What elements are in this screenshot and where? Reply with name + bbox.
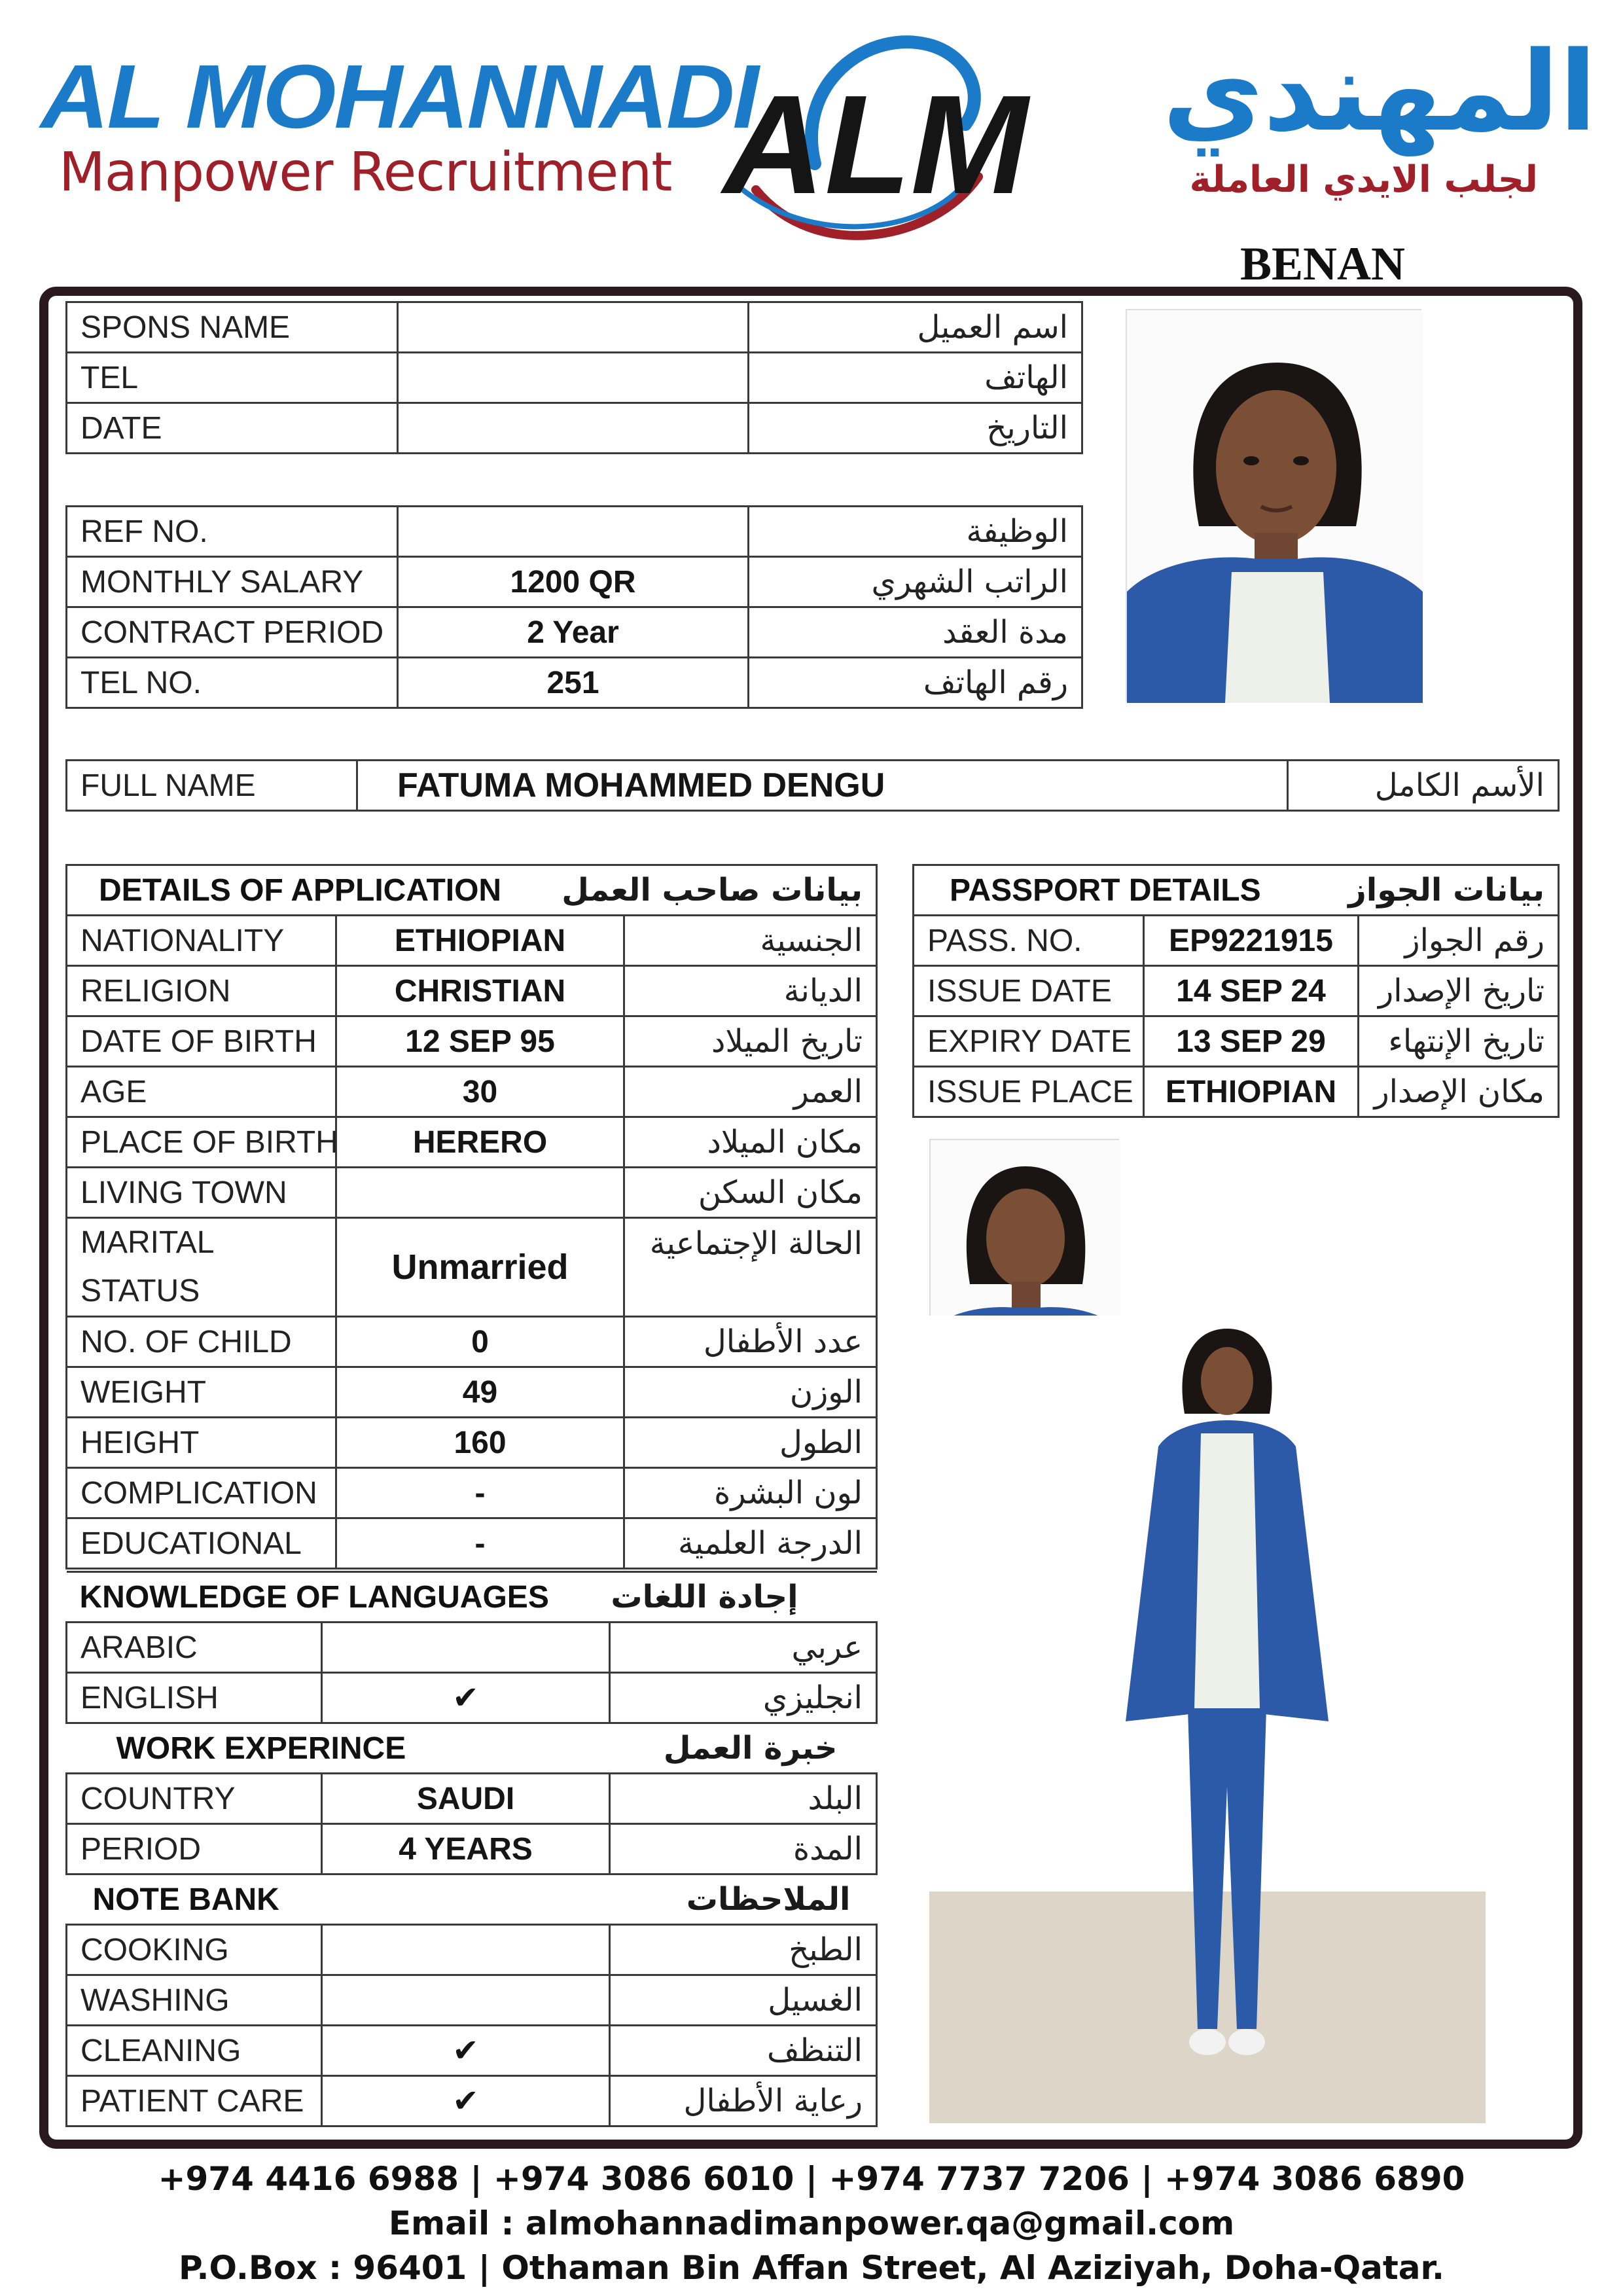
field-label-ar: الهاتف [749,353,1082,403]
arabic-check[interactable] [322,1623,610,1673]
field-label-ar: التنظف [610,2026,877,2076]
children-value: 0 [336,1317,624,1367]
field-label-ar: العمر [624,1067,877,1117]
nationality-value: ETHIOPIAN [336,916,624,966]
section-title-ar: خبرة العمل [610,1723,877,1774]
field-label: COUNTRY [67,1774,322,1824]
logo-text: ALM [723,65,1028,223]
field-label-ar: الوزن [624,1367,877,1418]
field-label-ar: الغسيل [610,1975,877,2026]
table-row [67,1673,877,1723]
marital-label-line1: MARITAL [80,1225,215,1260]
contract-period-value: 2 Year [398,607,749,658]
section-title: NOTE BANK [67,1874,610,1925]
sponsor-table [65,301,1083,454]
brand-english [41,46,757,204]
field-label: ISSUE PLACE [914,1067,1144,1117]
section-title-ar: بيانات الجواز [1359,865,1559,916]
application-table [65,864,878,1570]
religion-value: CHRISTIAN [336,966,624,1016]
table-row [67,2026,877,2076]
expiry-date-value: 13 SEP 29 [1144,1016,1359,1067]
age-value: 30 [336,1067,624,1117]
height-value: 160 [336,1418,624,1468]
table-row [67,302,1082,353]
field-label-ar: الديانة [624,966,877,1016]
contract-table [65,505,1083,709]
field-label: EDUCATIONAL [67,1518,336,1569]
company-name-en: AL MOHANNADI [41,46,757,147]
field-label: DATE OF BIRTH [67,1016,336,1067]
field-label: PERIOD [67,1824,322,1874]
brand-arabic [1060,26,1597,203]
alm-logo [717,26,1057,249]
field-label-ar: الجنسية [624,916,877,966]
field-label: PLACE OF BIRTH [67,1117,336,1168]
table-row [914,966,1559,1016]
field-label-ar: عربي [610,1623,877,1673]
section-title: WORK EXPERINCE [67,1723,610,1774]
sponsor-tel-field[interactable] [398,353,749,403]
table-row [67,1723,877,1774]
field-label: LIVING TOWN [67,1168,336,1218]
field-label: NO. OF CHILD [67,1317,336,1367]
section-title-ar: الملاحظات [610,1874,877,1925]
marital-label-ar: الحالة الإجتماعية [624,1218,877,1317]
field-label: COOKING [67,1925,322,1975]
table-row [67,1572,877,1623]
issue-place-value: ETHIOPIAN [1144,1067,1359,1117]
table-row [67,865,877,916]
full-name-table [65,759,1560,812]
marital-status-value: Unmarried [336,1218,624,1317]
skills-table [65,1571,878,2127]
portrait-photo [1126,309,1421,702]
field-label: CLEANING [67,2026,322,2076]
footer-address: P.O.Box : 96401 | Othaman Bin Affan Street, Al Aziziyah, Doha-Qatar. [179,2249,1444,2287]
table-row [914,1067,1559,1117]
field-label-ar: عدد الأطفال [624,1317,877,1367]
table-row [67,916,877,966]
full-name-label-ar: الأسم الكامل [1288,761,1559,811]
footer-phones: +974 4416 6988 | +974 3086 6010 | +974 7737 7206 | +974 3086 6890 [158,2160,1465,2198]
field-label: PATIENT CARE [67,2076,322,2126]
weight-value: 49 [336,1367,624,1418]
section-title-ar: إجادة اللغات [610,1572,877,1623]
field-label-ar: تاريخ الإصدار [1359,966,1559,1016]
table-row [67,353,1082,403]
table-row [67,1925,877,1975]
section-title-ar: بيانات صاحب العمل [624,865,877,916]
field-label-ar: مكان الميلاد [624,1117,877,1168]
table-row [67,761,1559,811]
table-row [914,916,1559,966]
field-label: ARABIC [67,1623,322,1673]
field-label: EXPIRY DATE [914,1016,1144,1067]
table-row [914,865,1559,916]
agency-name: BENAN [1240,238,1406,290]
experience-period-value: 4 YEARS [322,1824,610,1874]
field-label: DATE [67,403,398,454]
table-row [67,1975,877,2026]
field-label-ar: البلد [610,1774,877,1824]
field-label-ar: مكان الإصدار [1359,1067,1559,1117]
cleaning-check[interactable]: ✔ [322,2026,610,2076]
ref-no-field[interactable] [398,507,749,557]
field-label: MONTHLY SALARY [67,557,398,607]
passport-table [912,864,1560,1118]
table-row [67,1774,877,1824]
field-label-ar: مكان السكن [624,1168,877,1218]
field-label: TEL [67,353,398,403]
field-label: AGE [67,1067,336,1117]
company-subtitle-ar: لجلب الايدي العاملة [1189,158,1538,201]
table-row [67,2076,877,2126]
table-row [67,1824,877,1874]
table-row [67,1317,877,1367]
field-label: NATIONALITY [67,916,336,966]
field-label-ar: الراتب الشهري [749,557,1082,607]
section-title: PASSPORT DETAILS [914,865,1359,916]
section-title: KNOWLEDGE OF LANGUAGES [67,1572,610,1623]
field-label-ar: تاريخ الميلاد [624,1016,877,1067]
cooking-check[interactable] [322,1925,610,1975]
field-label: REF NO. [67,507,398,557]
company-subtitle-en: Manpower Recruitment [59,141,672,204]
english-check[interactable]: ✔ [322,1673,610,1723]
field-label: SPONS NAME [67,302,398,353]
field-label: CONTRACT PERIOD [67,607,398,658]
field-label-ar: الدرجة العلمية [624,1518,877,1569]
passport-number-value: EP9221915 [1144,916,1359,966]
full-name-value: FATUMA MOHAMMED DENGU [357,761,1288,811]
field-label-ar: مدة العقد [749,607,1082,658]
field-label: RELIGION [67,966,336,1016]
marital-label-line2: STATUS [80,1274,200,1308]
field-label: ISSUE DATE [914,966,1144,1016]
section-title: DETAILS OF APPLICATION [67,865,624,916]
field-label-ar: رقم الجواز [1359,916,1559,966]
table-row [67,1016,877,1067]
field-label-ar: اسم العميل [749,302,1082,353]
full-name-label: FULL NAME [67,761,357,811]
footer-email[interactable]: Email : almohannadimanpower.qa@gmail.com [388,2204,1235,2242]
field-label-ar: رعاية الأطفال [610,2076,877,2126]
full-body-photo [929,1316,1486,2123]
marital-label [67,1218,336,1317]
field-label-ar: الطول [624,1418,877,1468]
table-row [67,507,1082,557]
table-row [67,658,1082,708]
issue-date-value: 14 SEP 24 [1144,966,1359,1016]
field-label: ENGLISH [67,1673,322,1723]
field-label-ar: الوظيفة [749,507,1082,557]
field-label: PASS. NO. [914,916,1144,966]
field-label-ar: تاريخ الإنتهاء [1359,1016,1559,1067]
field-label-ar: التاريخ [749,403,1082,454]
field-label: COMPLICATION [67,1468,336,1518]
field-label-ar: الطبخ [610,1925,877,1975]
field-label-ar: انجليزي [610,1673,877,1723]
education-value: - [336,1518,624,1569]
salary-value: 1200 QR [398,557,749,607]
table-row [67,1067,877,1117]
sponsor-name-field[interactable] [398,302,749,353]
field-label-ar: رقم الهاتف [749,658,1082,708]
field-label-ar: لون البشرة [624,1468,877,1518]
table-row [67,1418,877,1468]
table-row [67,557,1082,607]
company-name-ar: المهندي [1162,27,1597,156]
dob-value: 12 SEP 95 [336,1016,624,1067]
field-label: HEIGHT [67,1418,336,1468]
living-town-field[interactable] [336,1168,624,1218]
table-row [67,1168,877,1218]
table-row [67,1874,877,1925]
sponsor-date-field[interactable] [398,403,749,454]
field-label: WEIGHT [67,1367,336,1418]
field-label: WASHING [67,1975,322,2026]
table-row [914,1016,1559,1067]
table-row [67,607,1082,658]
experience-country-value: SAUDI [322,1774,610,1824]
table-row [67,403,1082,454]
washing-check[interactable] [322,1975,610,2026]
table-row [67,1117,877,1168]
table-row [67,966,877,1016]
patient-care-check[interactable]: ✔ [322,2076,610,2126]
table-row [67,1623,877,1673]
table-row [67,1518,877,1569]
field-label: TEL NO. [67,658,398,708]
table-row [67,1367,877,1418]
place-of-birth-value: HERERO [336,1117,624,1168]
table-row [67,1468,877,1518]
field-label-ar: المدة [610,1824,877,1874]
tel-no-value: 251 [398,658,749,708]
complexion-value: - [336,1468,624,1518]
table-row [67,1218,877,1317]
